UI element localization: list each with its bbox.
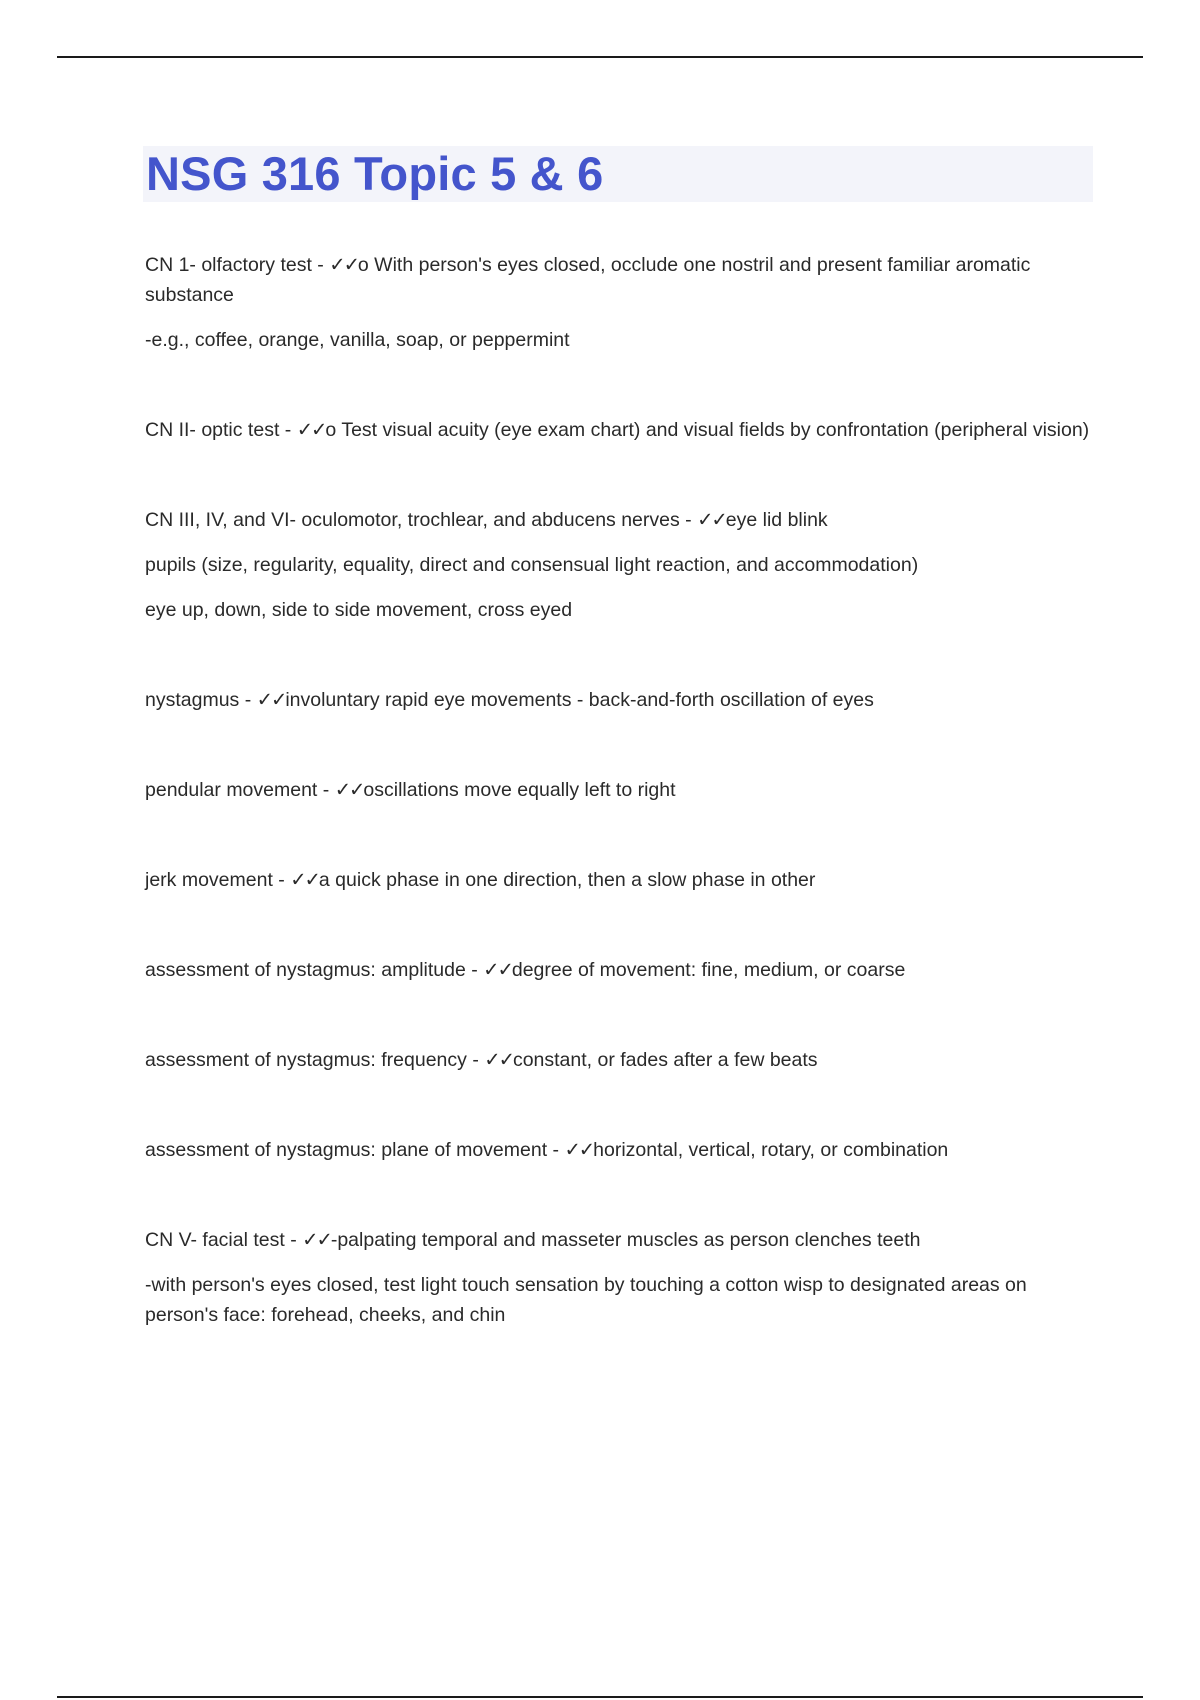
flashcard-first-line — [145, 1225, 1100, 1255]
flashcard-definition: involuntary rapid eye movements - back-and-forth oscillation of eyes — [285, 689, 874, 711]
flashcard-definition-line: -e.g., coffee, orange, vanilla, soap, or peppermint — [145, 329, 570, 351]
flashcard-entry — [145, 865, 1100, 895]
flashcard-first-line — [145, 865, 1100, 895]
flashcard-first-line — [145, 775, 1100, 805]
flashcard-entry — [145, 1045, 1100, 1075]
double-check-icon: ✓✓ — [256, 688, 286, 711]
flashcard-definition: o With person's eyes closed, occlude one nostril and present familiar aromatic substance — [145, 254, 1031, 306]
flashcard-entry — [145, 415, 1100, 445]
flashcard-entry — [145, 685, 1100, 715]
flashcard-term: CN V- facial test — [145, 1229, 285, 1251]
flashcard-entry — [145, 505, 1100, 625]
flashcard-first-line — [145, 1045, 1100, 1075]
term-separator: - — [465, 959, 484, 981]
flashcard-term: pendular movement — [145, 779, 318, 801]
flashcard-definition-line: -with person's eyes closed, test light touch sensation by touching a cotton wisp to designated areas on person's face: forehead, cheeks, and chin — [145, 1274, 1027, 1326]
flashcard-first-line — [145, 1135, 1100, 1165]
double-check-icon: ✓✓ — [484, 1048, 513, 1071]
term-separator: - — [317, 779, 335, 801]
flashcard-definition-line: pupils (size, regularity, equality, direct and consensual light reaction, and accommodation) — [145, 554, 919, 576]
flashcard-term: assessment of nystagmus: plane of movement — [145, 1139, 548, 1161]
flashcard-definition: a quick phase in one direction, then a slow phase in other — [318, 869, 816, 891]
flashcard-definition: o Test visual acuity (eye exam chart) and visual fields by confrontation (peripheral vision) — [325, 419, 1090, 441]
flashcard-term: CN II- optic test — [145, 419, 280, 441]
flashcard-term: assessment of nystagmus: amplitude — [145, 959, 466, 981]
flashcard-definition: eye lid blink — [725, 509, 828, 531]
flashcard-definition: constant, or fades after a few beats — [512, 1049, 818, 1071]
flashcard-first-line — [145, 505, 1100, 535]
flashcard-term: assessment of nystagmus: frequency — [145, 1049, 467, 1071]
term-separator: - — [466, 1049, 485, 1071]
flashcard-entry — [145, 955, 1100, 985]
flashcard-term: CN III, IV, and VI- oculomotor, trochlear, and abducens nerves — [145, 509, 680, 531]
double-check-icon: ✓✓ — [334, 778, 364, 801]
flashcard-first-line — [145, 685, 1100, 715]
term-separator: - — [311, 254, 330, 276]
page-title: NSG 316 Topic 5 & 6 — [146, 147, 604, 200]
term-separator: - — [547, 1139, 565, 1161]
flashcard-first-line — [145, 250, 1100, 310]
term-separator: - — [279, 419, 297, 441]
term-separator: - — [239, 689, 257, 711]
flashcard-definition: degree of movement: fine, medium, or coarse — [511, 959, 906, 981]
double-check-icon: ✓✓ — [296, 418, 326, 441]
term-separator: - — [679, 509, 698, 531]
flashcard-definition: horizontal, vertical, rotary, or combination — [593, 1139, 949, 1161]
double-check-icon: ✓✓ — [697, 508, 726, 531]
flashcard-definition: oscillations move equally left to right — [363, 779, 676, 801]
double-check-icon: ✓✓ — [290, 868, 319, 891]
flashcard-first-line — [145, 415, 1100, 445]
double-check-icon: ✓✓ — [329, 253, 358, 276]
bottom-divider — [57, 1696, 1143, 1698]
flashcard-entry — [145, 250, 1100, 355]
flashcard-term: CN 1- olfactory test — [145, 254, 312, 276]
flashcard-definition: -palpating temporal and masseter muscles as person clenches teeth — [330, 1229, 921, 1251]
flashcard-definition-line: eye up, down, side to side movement, cross eyed — [145, 599, 573, 621]
double-check-icon: ✓✓ — [564, 1138, 594, 1161]
double-check-icon: ✓✓ — [302, 1228, 331, 1251]
double-check-icon: ✓✓ — [483, 958, 512, 981]
term-separator: - — [284, 1229, 303, 1251]
flashcard-entry — [145, 775, 1100, 805]
flashcard-entry — [145, 1225, 1100, 1330]
term-separator: - — [272, 869, 291, 891]
top-divider — [57, 56, 1143, 58]
flashcard-term: nystagmus — [145, 689, 240, 711]
flashcard-entry — [145, 1135, 1100, 1165]
flashcard-first-line — [145, 955, 1100, 985]
flashcard-term: jerk movement — [145, 869, 273, 891]
flashcard-list — [145, 250, 1100, 1390]
